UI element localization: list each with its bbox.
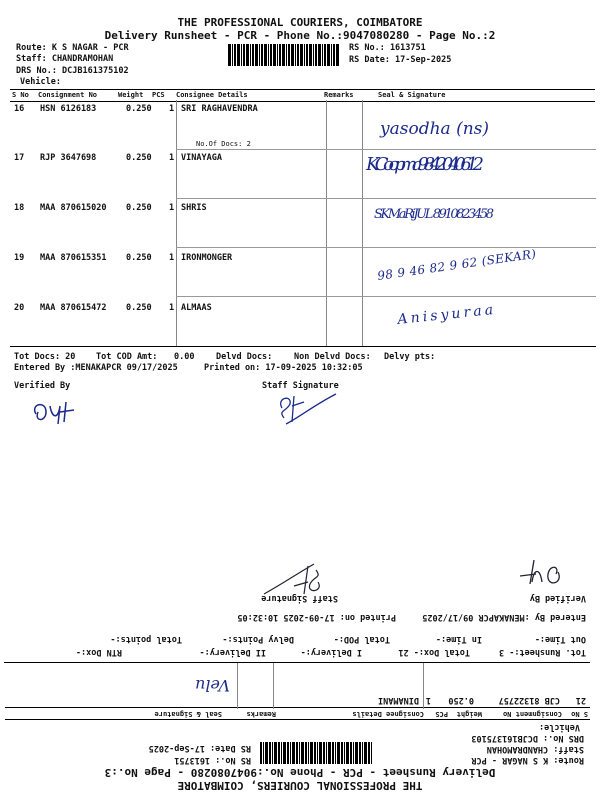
- second-delivery: II Delivery:-: [199, 647, 266, 657]
- return-dox: RTN Dox:-: [75, 647, 122, 657]
- verifier-signature: [30, 396, 90, 430]
- consignee-signature: [134, 666, 234, 706]
- verified-by-label: Verified By: [14, 381, 71, 391]
- col-consignment: Consignment No: [502, 710, 562, 718]
- staff-signature: [258, 556, 328, 600]
- total-docs: Tot Docs: 20: [14, 352, 76, 362]
- table-header: [5, 707, 590, 720]
- table-bottom-rule: [10, 346, 596, 347]
- svg-text:K. Coopma 98420 40612: K. Coopma 98420 40612: [366, 154, 484, 175]
- in-time: In Time:-: [435, 634, 482, 644]
- row-weight: 0.250: [126, 203, 152, 213]
- col-pcs: PCS: [152, 91, 165, 99]
- total-points: Total points:-: [110, 634, 182, 644]
- entered-by: Entered By :MENAKAPCR 09/17/2025: [14, 363, 178, 373]
- row-sno: 20: [14, 303, 25, 313]
- col-remarks: Remarks: [246, 710, 276, 718]
- row-consignee: IRONMONGER: [181, 253, 233, 263]
- vehicle-label: Vehicle:: [539, 722, 580, 732]
- row-pcs: 1: [169, 253, 175, 263]
- row-doc-count: No.Of Docs: 2: [196, 140, 251, 148]
- runsheet-page-3: [0, 540, 600, 800]
- col-divider: [423, 663, 424, 709]
- company-title: THE PROFESSIONAL COURIERS, COIMBATORE: [177, 16, 423, 29]
- staff-signature-label: Staff Signature: [262, 381, 339, 391]
- route-label: Route: K S NAGAR - PCR: [16, 43, 129, 53]
- company-title: THE PROFESSIONAL COURIERS, COIMBATORE: [177, 779, 423, 792]
- consignee-signature: [362, 150, 512, 198]
- staff-label: Staff: CHANDRAMOHAN: [486, 744, 584, 754]
- row-consignment: RJP 3647698: [40, 153, 97, 163]
- col-seal: Seal & Signature: [378, 91, 446, 99]
- row-weight: 0.250: [126, 303, 152, 313]
- route-label: Route: K S NAGAR - PCR: [471, 755, 584, 765]
- row-weight: 0.250: [448, 695, 474, 705]
- row-consignee: DINAMANI: [378, 695, 419, 705]
- col-divider: [273, 663, 274, 709]
- row-consignment: MAA 870615472: [40, 303, 107, 313]
- svg-text:Anisyuraa: Anisyuraa: [396, 302, 494, 328]
- svg-text:yasodha (ns): yasodha (ns): [380, 119, 490, 139]
- barcode: [254, 742, 372, 764]
- consignee-signature: [380, 112, 490, 148]
- drs-label: DRS No.: DCJB161375103: [471, 733, 584, 743]
- row-consignee: VINAYAGA: [181, 153, 222, 163]
- row-pcs: 1: [169, 303, 175, 313]
- total-cod-label: Tot COD Amt:: [96, 352, 158, 362]
- col-divider: [326, 100, 327, 346]
- row-pcs: 1: [169, 203, 175, 213]
- col-sno: S No: [571, 710, 588, 718]
- delivery-points: Delvy Points:-: [222, 634, 294, 644]
- staff-signature: [272, 388, 342, 432]
- col-divider: [176, 100, 177, 346]
- row-weight: 0.250: [126, 153, 152, 163]
- col-consignment: Consignment No: [38, 91, 98, 99]
- col-seal: Seal & Signature: [154, 710, 222, 718]
- col-consignee: Consignee Details: [352, 710, 424, 718]
- table-header: [10, 89, 595, 102]
- total-pod: Total POD:-: [333, 634, 390, 644]
- row-divider: [176, 198, 596, 199]
- row-consignee: SRI RAGHAVENDRA: [181, 104, 258, 114]
- out-time: Out Time:-: [534, 634, 586, 644]
- row-sno: 21: [575, 695, 586, 705]
- consignee-signature: [372, 200, 502, 244]
- col-consignee: Consignee Details: [176, 91, 248, 99]
- row-sno: 18: [14, 203, 25, 213]
- svg-text:98 9 46 82 9 62 (SEKAR): 98 9 46 82 9 62 (SEKAR): [376, 246, 537, 283]
- rs-number: RS No.: 1613751: [174, 755, 251, 765]
- barcode: [228, 44, 346, 66]
- row-pcs: 1: [169, 153, 175, 163]
- col-weight: Weight: [118, 91, 144, 99]
- staff-signature-label: Staff Signature: [261, 593, 338, 603]
- total-cod-value: 0.00: [174, 352, 195, 362]
- rs-date: RS Date: 17-Sep-2025: [148, 743, 251, 753]
- printed-on: Printed on: 17-09-2025 10:32:05: [237, 612, 396, 622]
- col-divider: [362, 100, 363, 346]
- col-remarks: Remarks: [324, 91, 354, 99]
- rs-date: RS Date: 17-Sep-2025: [349, 55, 452, 65]
- delivered-docs: Delvd Docs:: [216, 352, 273, 362]
- verifier-signature: [504, 552, 564, 592]
- row-weight: 0.250: [126, 253, 152, 263]
- row-consignment: MAA 870615351: [40, 253, 107, 263]
- runsheet-subtitle: Delivery Runsheet - PCR - Phone No.:9047080280 - Page No.:2: [104, 29, 496, 42]
- row-sno: 19: [14, 253, 25, 263]
- row-consignee: ALMAAS: [181, 303, 212, 313]
- col-pcs: PCS: [435, 710, 448, 718]
- printed-on: Printed on: 17-09-2025 10:32:05: [204, 363, 363, 373]
- delivery-points: Delvy pts:: [384, 352, 436, 362]
- col-sno: S No: [12, 91, 29, 99]
- row-pcs: 1: [425, 695, 431, 705]
- drs-label: DRS No.: DCJB161375102: [16, 66, 129, 76]
- staff-label: Staff: CHANDRAMOHAN: [16, 54, 114, 64]
- svg-text:Velu: Velu: [195, 676, 230, 695]
- row-consignee: SHRIS: [181, 203, 207, 213]
- table-bottom-rule: [4, 662, 590, 663]
- svg-text:SKMaRiJUL 8910823458: SKMaRiJUL 8910823458: [374, 207, 494, 222]
- vehicle-label: Vehicle:: [20, 77, 61, 87]
- rs-number: RS No.: 1613751: [349, 43, 426, 53]
- verified-by-label: Verified By: [529, 593, 586, 603]
- runsheet-subtitle: Delivery Runsheet - PCR - Phone No.:9047080280 - Page No.:3: [104, 766, 496, 779]
- row-consignment: CJB 81322757: [498, 695, 560, 705]
- entered-by: Entered By :MENAKAPCR 09/17/2025: [422, 612, 586, 622]
- row-weight: 0.250: [126, 104, 152, 114]
- row-consignment: MAA 870615020: [40, 203, 107, 213]
- total-runsheet: Tot. Runsheet:- 3: [499, 647, 586, 657]
- consignee-signature: [396, 302, 506, 336]
- first-delivery: I Delivery:-: [300, 647, 362, 657]
- row-sno: 17: [14, 153, 25, 163]
- col-divider: [237, 663, 238, 709]
- row-pcs: 1: [169, 104, 175, 114]
- total-dox: Total Dox:- 21: [398, 647, 470, 657]
- row-sno: 16: [14, 104, 25, 114]
- col-weight: Weight: [456, 710, 482, 718]
- non-delivered-docs: Non Delvd Docs:: [294, 352, 371, 362]
- consignee-signature: [372, 246, 562, 298]
- row-consignment: HSN 6126183: [40, 104, 97, 114]
